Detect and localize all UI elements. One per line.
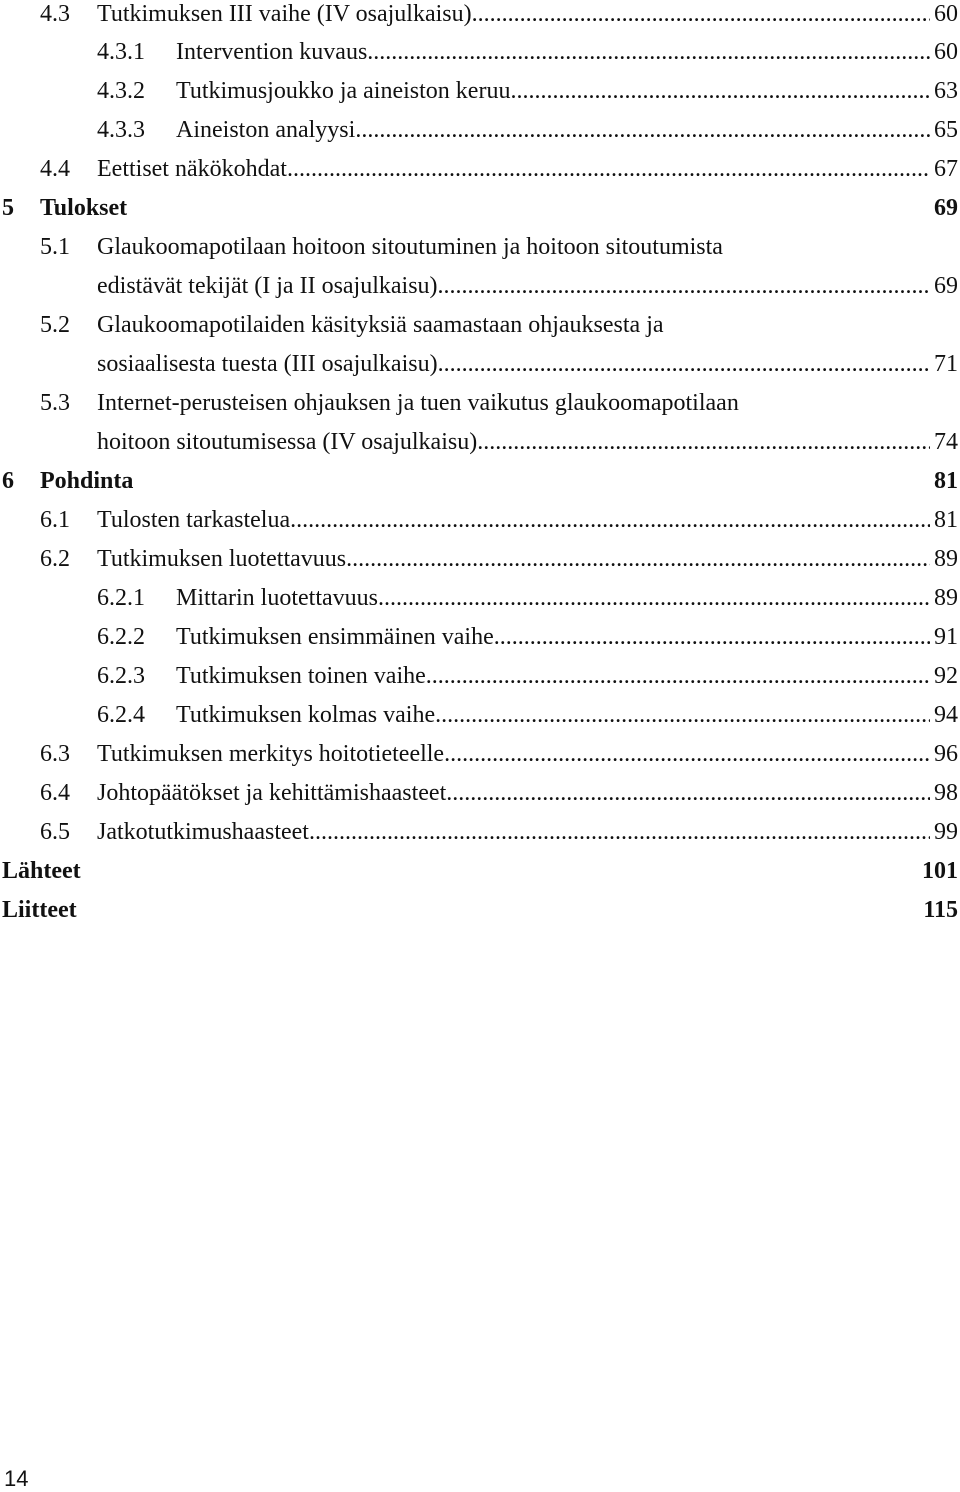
section-number: 6.5 bbox=[40, 819, 70, 845]
dot-leader bbox=[477, 427, 930, 457]
toc-entry-text bbox=[176, 115, 958, 145]
section-number: 6.2.4 bbox=[97, 702, 145, 728]
chapter-title: Liitteet bbox=[2, 897, 77, 923]
toc-entry-text bbox=[97, 349, 958, 379]
section-title: Tutkimuksen kolmas vaihe bbox=[176, 702, 436, 728]
section-number: 4.3.2 bbox=[97, 78, 145, 104]
section-title: Tutkimuksen III vaihe (IV osajulkaisu) bbox=[97, 1, 472, 27]
dot-leader bbox=[367, 37, 930, 67]
section-title: Jatkotutkimushaasteet bbox=[97, 819, 309, 845]
section-number: 4.4 bbox=[40, 156, 70, 182]
toc-entry-line1[interactable] bbox=[0, 232, 958, 262]
toc-entry-text bbox=[176, 622, 958, 652]
dot-leader bbox=[435, 700, 930, 730]
toc-entry-text bbox=[176, 583, 958, 613]
section-title-line1: Internet-perusteisen ohjauksen ja tuen vaikutus glaukoomapotilaan bbox=[97, 390, 739, 416]
chapter-number: 6 bbox=[2, 468, 14, 494]
chapter-title: Tulokset bbox=[40, 195, 128, 221]
page-number: 94 bbox=[934, 702, 958, 728]
page-number: 74 bbox=[934, 429, 958, 455]
page-number: 91 bbox=[934, 624, 958, 650]
page-number: 60 bbox=[934, 39, 958, 65]
toc-entry[interactable] bbox=[0, 778, 958, 808]
page-number: 115 bbox=[923, 897, 958, 923]
toc-entry[interactable] bbox=[0, 349, 958, 379]
section-title-line2: hoitoon sitoutumisessa (IV osajulkaisu) bbox=[97, 429, 478, 455]
toc-entry[interactable] bbox=[0, 505, 958, 535]
toc-entry[interactable] bbox=[0, 583, 958, 613]
section-number: 6.2.3 bbox=[97, 663, 145, 689]
toc-entry[interactable] bbox=[0, 739, 958, 769]
chapter-title: Pohdinta bbox=[40, 468, 134, 494]
section-title-line2: edistävät tekijät (I ja II osajulkaisu) bbox=[97, 273, 438, 299]
toc-entry-text bbox=[97, 271, 958, 301]
section-title: Tulosten tarkastelua bbox=[97, 507, 291, 533]
page-number: 81 bbox=[934, 507, 958, 533]
page-number: 69 bbox=[934, 273, 958, 299]
dot-leader bbox=[444, 739, 930, 769]
dot-leader bbox=[346, 544, 930, 574]
page-number: 89 bbox=[934, 546, 958, 572]
section-number: 6.4 bbox=[40, 780, 70, 806]
toc-entry-text bbox=[176, 700, 958, 730]
section-number: 4.3 bbox=[40, 1, 70, 27]
section-number: 5.3 bbox=[40, 390, 70, 416]
section-title: Johtopäätökset ja kehittämishaasteet bbox=[97, 780, 447, 806]
toc-entry-text bbox=[97, 544, 958, 574]
section-title: Tutkimusjoukko ja aineiston keruu bbox=[176, 78, 511, 104]
page-number: 89 bbox=[934, 585, 958, 611]
page-number: 81 bbox=[934, 468, 958, 494]
dot-leader bbox=[494, 622, 930, 652]
section-number: 4.3.1 bbox=[97, 39, 145, 65]
dot-leader bbox=[510, 76, 930, 106]
page-number: 98 bbox=[934, 780, 958, 806]
section-title: Intervention kuvaus bbox=[176, 39, 368, 65]
dot-leader bbox=[287, 154, 930, 184]
dot-leader bbox=[309, 817, 930, 847]
page-number: 101 bbox=[922, 858, 958, 884]
section-title: Tutkimuksen ensimmäinen vaihe bbox=[176, 624, 494, 650]
toc-entry-text bbox=[97, 817, 958, 847]
toc-entry[interactable] bbox=[0, 661, 958, 691]
section-title: Aineiston analyysi bbox=[176, 117, 356, 143]
section-title: Tutkimuksen toinen vaihe bbox=[176, 663, 426, 689]
page-number: 63 bbox=[934, 78, 958, 104]
chapter-title: Lähteet bbox=[2, 858, 81, 884]
dot-leader bbox=[378, 583, 930, 613]
dot-leader bbox=[472, 0, 930, 29]
toc-entry-text bbox=[97, 0, 958, 29]
section-number: 5.2 bbox=[40, 312, 70, 338]
dot-leader bbox=[290, 505, 930, 535]
dot-leader bbox=[446, 778, 930, 808]
section-title: Eettiset näkökohdat bbox=[97, 156, 287, 182]
dot-leader bbox=[355, 115, 930, 145]
dot-leader bbox=[438, 349, 930, 379]
toc-entry[interactable] bbox=[0, 544, 958, 574]
section-number: 6.3 bbox=[40, 741, 70, 767]
page-number: 67 bbox=[934, 156, 958, 182]
section-number: 6.1 bbox=[40, 507, 70, 533]
section-title: Tutkimuksen merkitys hoitotieteelle bbox=[97, 741, 445, 767]
toc-entry[interactable] bbox=[0, 271, 958, 301]
toc-chapter[interactable] bbox=[0, 466, 958, 496]
section-number: 6.2.1 bbox=[97, 585, 145, 611]
page-footer-number: 14 bbox=[4, 1466, 29, 1491]
page-number: 69 bbox=[934, 195, 958, 221]
page-number: 92 bbox=[934, 663, 958, 689]
toc-entry-text bbox=[97, 154, 958, 184]
toc-chapter[interactable] bbox=[0, 193, 958, 223]
toc-entry-text bbox=[97, 427, 958, 457]
section-number: 4.3.3 bbox=[97, 117, 145, 143]
toc-entry[interactable] bbox=[0, 700, 958, 730]
page-number: 60 bbox=[934, 1, 958, 27]
page-number: 65 bbox=[934, 117, 958, 143]
chapter-number: 5 bbox=[2, 195, 14, 221]
dot-leader bbox=[438, 271, 930, 301]
toc-entry-text bbox=[176, 76, 958, 106]
toc-entry-text bbox=[97, 505, 958, 535]
toc-entry[interactable] bbox=[0, 76, 958, 106]
section-title: Tutkimuksen luotettavuus bbox=[97, 546, 347, 572]
section-title-line1: Glaukoomapotilaiden käsityksiä saamastaan ohjauksesta ja bbox=[97, 312, 664, 338]
toc-chapter[interactable] bbox=[0, 856, 958, 886]
page-number: 71 bbox=[934, 351, 958, 377]
page-number: 99 bbox=[934, 819, 958, 845]
toc-entry-line1[interactable] bbox=[0, 310, 958, 340]
toc-entry[interactable] bbox=[0, 154, 958, 184]
section-title-line2: sosiaalisesta tuesta (III osajulkaisu) bbox=[97, 351, 438, 377]
toc-entry-text bbox=[176, 661, 958, 691]
dot-leader bbox=[426, 661, 930, 691]
toc-entry[interactable] bbox=[0, 622, 958, 652]
toc-entry-text bbox=[97, 739, 958, 769]
toc-entry[interactable] bbox=[0, 115, 958, 145]
toc-entry[interactable] bbox=[0, 427, 958, 457]
section-number: 6.2.2 bbox=[97, 624, 145, 650]
toc-entry-text bbox=[97, 778, 958, 808]
section-number: 6.2 bbox=[40, 546, 70, 572]
toc-entry-text bbox=[176, 37, 958, 67]
toc-entry[interactable] bbox=[0, 0, 958, 29]
section-number: 5.1 bbox=[40, 234, 70, 260]
toc-entry[interactable] bbox=[0, 37, 958, 67]
section-title-line1: Glaukoomapotilaan hoitoon sitoutuminen ja hoitoon sitoutumista bbox=[97, 234, 723, 260]
toc-chapter[interactable] bbox=[0, 895, 958, 925]
section-title: Mittarin luotettavuus bbox=[176, 585, 378, 611]
toc-entry-line1[interactable] bbox=[0, 388, 958, 418]
toc-entry[interactable] bbox=[0, 817, 958, 847]
page-number: 96 bbox=[934, 741, 958, 767]
